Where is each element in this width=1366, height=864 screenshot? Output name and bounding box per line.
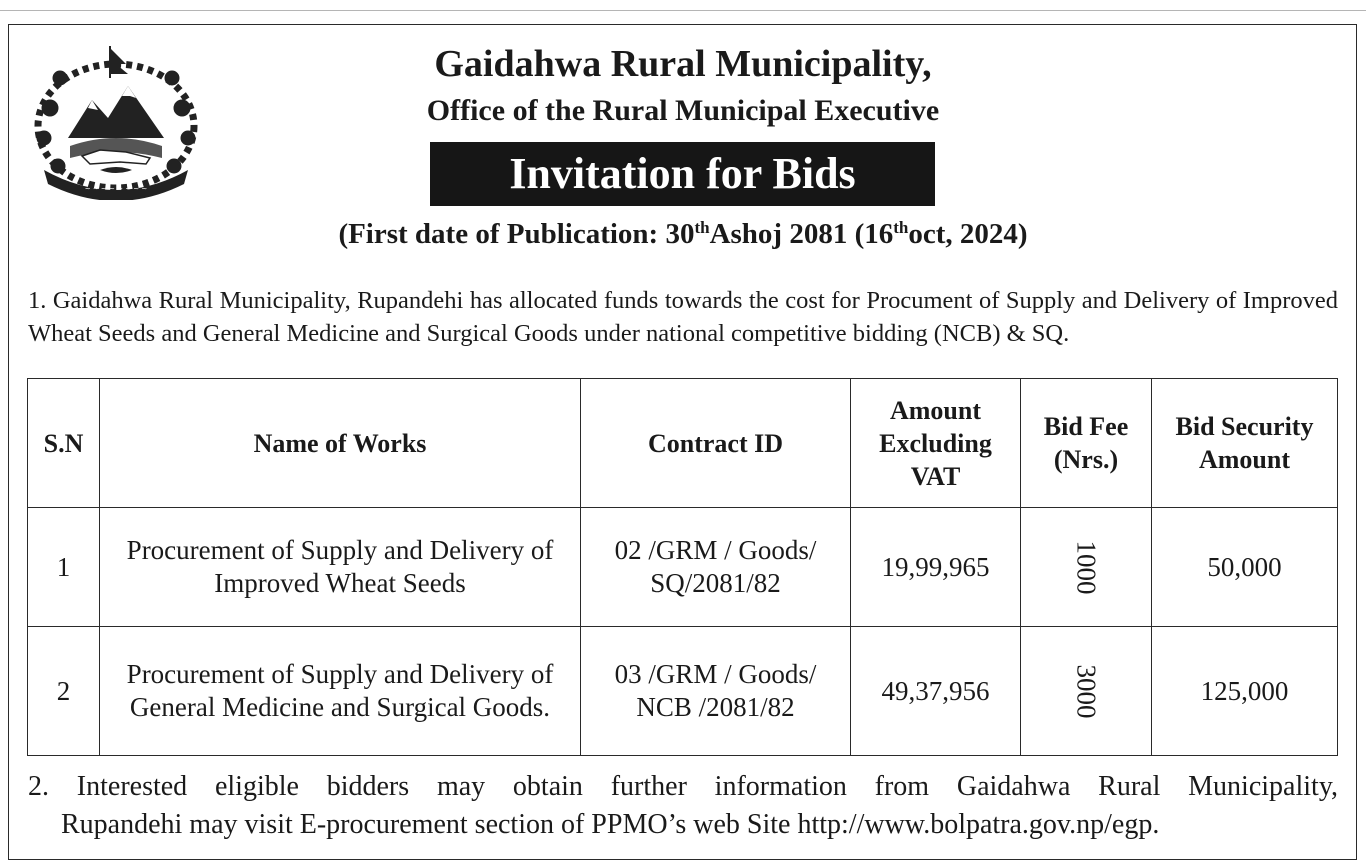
header-bid-fee [1021, 379, 1152, 508]
bids-table [27, 378, 1338, 756]
cell-security: 50,000 [1152, 508, 1338, 627]
info-line-1: 2. Interested eligible bidders may obtain further information from Gaidahwa Rural Municipality, [28, 771, 1338, 802]
publication-date [0, 218, 1366, 251]
header-bid-security [1152, 379, 1338, 508]
header-contract-id: Contract ID [581, 379, 851, 508]
cell-sn: 2 [28, 627, 100, 756]
cell-fee [1021, 627, 1152, 756]
info-paragraph [28, 768, 1338, 844]
cell-amount: 49,37,956 [851, 627, 1021, 756]
table-row [28, 508, 1338, 627]
cell-contract-text: 03 /GRM / Goods/ NCB /2081/82 [614, 659, 817, 722]
info-line-2: Rupandehi may visit E-procurement section of PPMO’s web Site http://www.bolpatra.gov.np/egp. [61, 809, 1160, 840]
funding-paragraph: 1. Gaidahwa Rural Municipality, Rupandehi has allocated funds towards the cost for Procument of Supply and Delivery of Improved Wheat Seeds and General Medicine and Surgical Goods under national competitive bidding (NCB) & SQ. [28, 287, 1338, 347]
top-rule [0, 10, 1366, 11]
header-amount-text: Amount Excluding VAT [879, 395, 992, 491]
header-sn: S.N [28, 379, 100, 508]
cell-contract [581, 627, 851, 756]
cell-contract [581, 508, 851, 627]
municipality-title: Gaidahwa Rural Municipality, [434, 43, 932, 85]
cell-name-text: Procurement of Supply and Delivery of Improved Wheat Seeds [126, 535, 554, 598]
header-bid-fee-text: Bid Fee (Nrs.) [1043, 412, 1129, 474]
publication-sup-1: th [694, 218, 710, 237]
svg-text:~ ~ ~ ~ ~ ~ ~ ~: ~ ~ ~ ~ ~ ~ ~ ~ [84, 185, 148, 193]
publication-middle: Ashoj 2081 (16 [709, 218, 894, 250]
publication-sup-2: th [893, 218, 909, 237]
cell-sn: 1 [28, 508, 100, 627]
cell-security: 125,000 [1152, 627, 1338, 756]
table-header-row [28, 379, 1338, 508]
header-bid-security-text: Bid Security Amount [1175, 412, 1314, 474]
cell-fee-text: 3000 [1071, 664, 1102, 718]
cell-contract-text: 02 /GRM / Goods/ SQ/2081/82 [614, 535, 817, 598]
cell-name [100, 508, 581, 627]
publication-suffix: oct, 2024) [908, 218, 1028, 250]
header-amount [851, 379, 1021, 508]
header-name-of-works: Name of Works [100, 379, 581, 508]
cell-amount: 19,99,965 [851, 508, 1021, 627]
cell-name-text: Procurement of Supply and Delivery of General Medicine and Surgical Goods. [126, 659, 554, 722]
cell-fee [1021, 508, 1152, 627]
office-subtitle: Office of the Rural Municipal Executive [426, 94, 940, 127]
publication-prefix: (First date of Publication: 30 [338, 218, 695, 250]
cell-fee-text: 1000 [1071, 540, 1102, 594]
invitation-banner: Invitation for Bids [430, 142, 935, 206]
table-row [28, 627, 1338, 756]
cell-name [100, 627, 581, 756]
